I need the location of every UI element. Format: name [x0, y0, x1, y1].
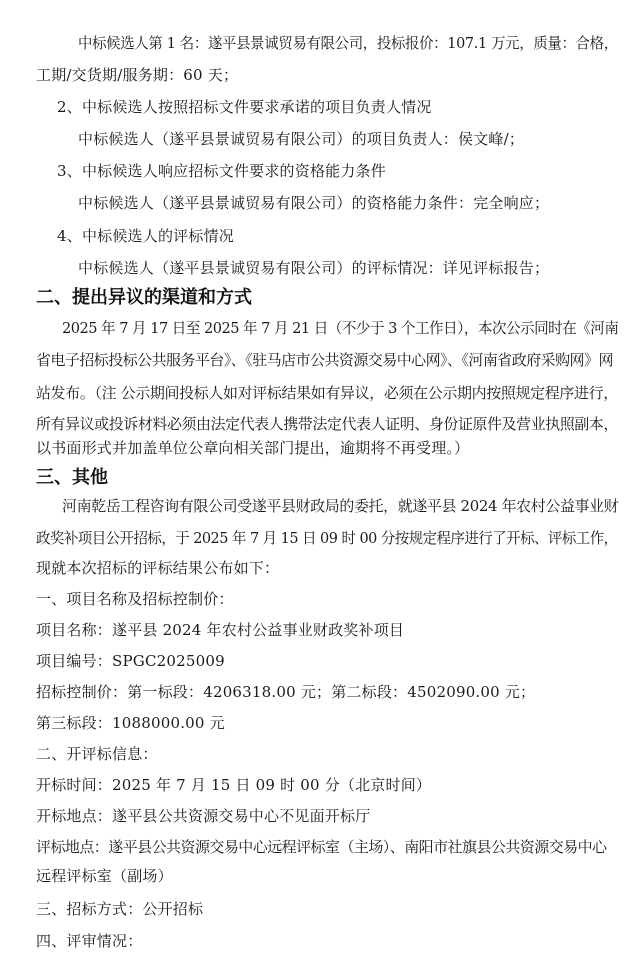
- item2-title: 2、中标候选人按照招标文件要求承诺的项目负责人情况: [57, 98, 432, 116]
- section3-heading: 三、其他: [36, 467, 108, 488]
- candidate-line-2: 工期/交货期/服务期：60 天；: [36, 66, 239, 84]
- subheading-project: 一、项目名称及招标控制价：: [36, 590, 234, 608]
- open-place: 开标地点：遂平县公共资源交易中心不见面开标厅: [36, 807, 371, 825]
- candidate-line-1: 中标候选人第 1 名：遂平县景诚贸易有限公司，投标报价：107.1 万元，质量：合格，: [78, 34, 618, 52]
- subheading-bid-info: 二、开评标信息：: [36, 745, 158, 763]
- section3-line: 现就本次招标的评标结果公布如下：: [36, 559, 280, 577]
- project-name: 项目名称：遂平县 2024 年农村公益事业财政奖补项目: [36, 621, 405, 639]
- item3-title: 3、中标候选人响应招标文件要求的资格能力条件: [57, 162, 386, 180]
- item4-title: 4、中标候选人的评标情况: [57, 227, 234, 245]
- section3-line: 河南乾岳工程咨询有限公司受遂平县财政局的委托，就遂平县 2024 年农村公益事业财: [62, 497, 619, 515]
- subheading-bid-method: 三、招标方式：公开招标: [36, 900, 204, 918]
- eval-place-line-1: 评标地点：遂平县公共资源交易中心远程评标室（主场）、南阳市社旗县公共资源交易中心: [36, 838, 607, 856]
- section2-line: 站发布。（注 公示期间投标人如对评标结果如有异议，必须在公示期内按照规定程序进行，: [36, 384, 618, 402]
- section2-line: 省电子招标投标公共服务平台》、《驻马店市公共资源交易中心网》、《河南省政府采购网》网: [36, 351, 613, 369]
- section2-line: 2025 年 7 月 17 日至 2025 年 7 月 21 日（不少于 3 个工作日），本次公示同时在《河南: [62, 319, 619, 337]
- section3-line: 政奖补项目公开招标，于 2025 年 7 月 15 日 09 时 00 分按规定程序进行了开标、评标工作，: [36, 529, 618, 547]
- section2-line: 所有异议或投诉材料必须由法定代表人携带法定代表人证明、身份证原件及营业执照副本，: [36, 415, 619, 433]
- project-number: 项目编号：SPGC2025009: [36, 652, 225, 670]
- section2-line: 以书面形式并加盖单位公章向相关部门提出，逾期将不再受理。）: [36, 439, 470, 457]
- item4-body: 中标候选人（遂平县景诚贸易有限公司）的评标情况：详见评标报告；: [78, 259, 550, 277]
- item3-body: 中标候选人（遂平县景诚贸易有限公司）的资格能力条件：完全响应；: [78, 194, 550, 212]
- section2-heading: 二、提出异议的渠道和方式: [36, 287, 252, 308]
- eval-place-line-2: 远程评标室（副场）: [36, 867, 173, 885]
- item2-body: 中标候选人（遂平县景诚贸易有限公司）的项目负责人：侯文峰/；: [78, 130, 525, 148]
- subheading-review: 四、评审情况：: [36, 932, 143, 950]
- lot3-price: 第三标段：1088000.00 元: [36, 714, 225, 732]
- open-time: 开标时间：2025 年 7 月 15 日 09 时 00 分（北京时间）: [36, 776, 432, 794]
- control-price: 招标控制价：第一标段：4206318.00 元；第二标段：4502090.00 元；: [36, 683, 536, 701]
